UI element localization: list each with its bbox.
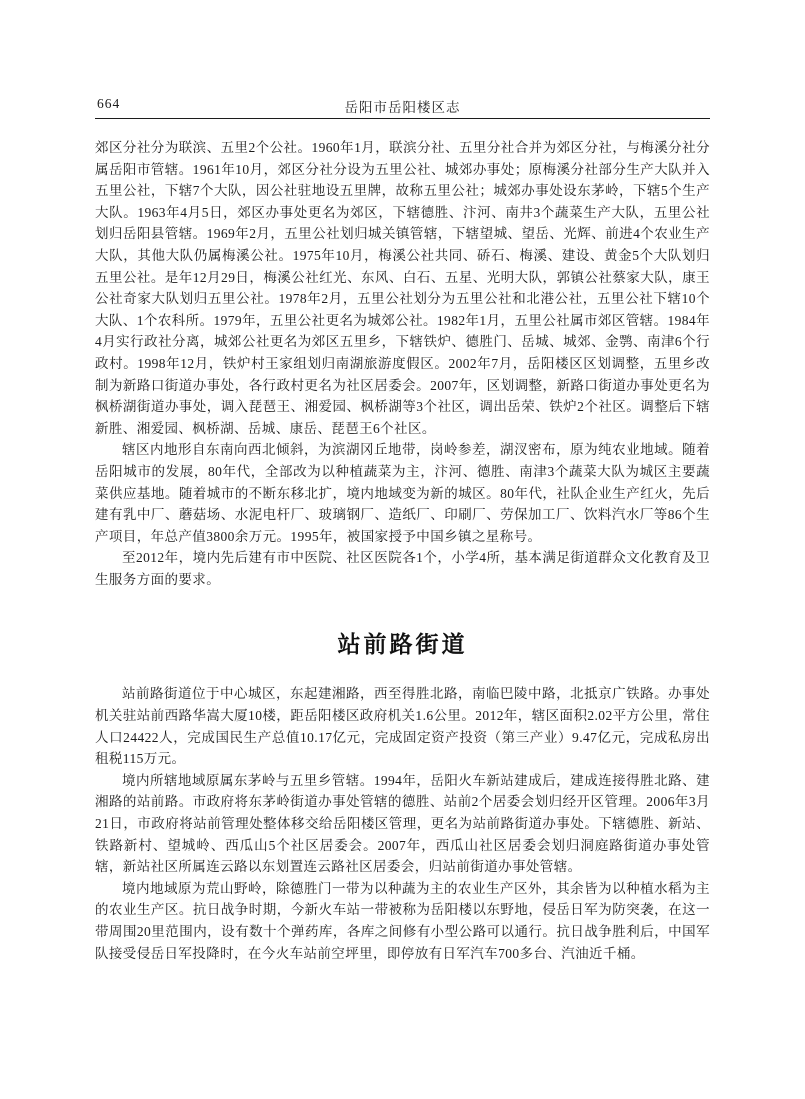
paragraph: 辖区内地形自东南向西北倾斜，为滨湖冈丘地带，岗岭参差，湖汊密布，原为纯农业地域。随着岳阳城市的发展，80年代，全部改为以种植蔬菜为主，汴河、德胜、南津3个蔬菜大队为城区主要蔬菜供应基地。随着城市的不断东移北扩，境内地域变为新的城区。80年代，社队企业生产红火，先后建有乳中厂、蘑菇场、水泥电杆厂、玻璃钢厂、造纸厂、印刷厂、劳保加工厂、饮料汽水厂等86个生产项目，年总产值3800余万元。1995年，被国家授予中国乡镇之星称号。 — [95, 442, 710, 544]
paragraph: 至2012年，境内先后建有市中医院、社区医院各1个，小学4所，基本满足街道群众文化教育及卫生服务方面的要求。 — [95, 550, 710, 587]
paragraph: 境内地域原为荒山野岭，除德胜门一带为以种蔬为主的农业生产区外，其余皆为以种植水稻为主的农业生产区。抗日战争时期，今新火车站一带被称为岳阳楼以东野地，侵岳日军为防突袭，在这一带周围20里范围内，设有数十个弹药库，各库之间修有小型公路可以通行。抗日战争胜利后，中国军队接受侵岳日军投降时，在今火车站前空坪里，即停放有日军汽车700多台、汽油近千桶。 — [95, 880, 710, 961]
paragraph: 境内所辖地域原属东茅岭与五里乡管辖。1994年，岳阳火车新站建成后，建成连接得胜北路、建湘路的站前路。市政府将东茅岭街道办事处管辖的德胜、站前2个居委会划归经开区管理。2006年3月21日，市政府将站前管理处整体移交给岳阳楼区管理，更名为站前路街道办事处。下辖德胜、新站、铁路新村、望城岭、西瓜山5个社区居委会。2007年，西瓜山社区居委会划归洞庭路街道办事处管辖，新站社区所属连云路以东划置连云路社区居委会，归站前街道办事处管辖。 — [95, 772, 710, 875]
header-rule — [95, 118, 710, 119]
paragraph-continuation: 郊区分社分为联滨、五里2个公社。1960年1月，联滨分社、五里分社合并为郊区分社，与梅溪分社分属岳阳市管辖。1961年10月，郊区分社分设为五里公社、城郊办事处；原梅溪分社部分生产大队并入五里公社，下辖7个大队，因公社驻地设五里牌，故称五里公社；城郊办事处设东茅岭，下辖5个生产大队。1963年4月5日，郊区办事处更名为郊区，下辖德胜、汴河、南井3个蔬菜生产大队，五里公社划归岳阳县管辖。1969年2月，五里公社划归城关镇管辖，下辖望城、望岳、光辉、前进4个农业生产大队，其他大队仍属梅溪公社。1975年10月，梅溪公社共同、硚石、梅溪、建设、黄金5个大队划归五里公社。是年12月29日，梅溪公社红光、东风、白石、五星、光明大队，郭镇公社蔡家大队，康王公社奇家大队划归五里公社。1978年2月，五里公社划分为五里公社和北港公社，五里公社下辖10个大队、1个农科所。1979年，五里公社更名为城郊公社。1982年1月，五里公社属市郊区管辖。1984年4月实行政社分离，城郊公社更名为郊区五里乡，下辖铁炉、德胜门、岳城、城郊、金鹗、南津6个行政村。1998年12月，铁炉村王家组划归南湖旅游度假区。2002年7月，岳阳楼区区划调整，五里乡改制为新路口街道办事处，各行政村更名为社区居委会。2007年，区划调整，新路口街道办事处更名为枫桥湖街道办事处，调入琵琶王、湘爱园、枫桥湖等3个社区，调出岳荣、铁炉2个社区。调整后下辖新胜、湘爱园、枫桥湖、岳城、康岳、琵琶王6个社区。 — [95, 140, 710, 436]
page-header — [95, 96, 710, 118]
page-body — [95, 137, 710, 964]
page-content — [95, 96, 710, 964]
section-heading: 站前路街道 — [337, 632, 468, 658]
page-number: 664 — [97, 96, 121, 111]
book-title: 岳阳市岳阳楼区志 — [344, 100, 461, 115]
paragraph: 站前路街道位于中心城区，东起建湘路，西至得胜北路，南临巴陵中路，北抵京广铁路。办事处机关驻站前西路华嵩大厦10楼，距岳阳楼区政府机关1.6公里。2012年，辖区面积2.02平方公里，常住人口24422人，完成国民生产总值10.17亿元，完成固定资产投资（第三产业）9.47亿元，完成私房出租税115万元。 — [95, 686, 710, 767]
